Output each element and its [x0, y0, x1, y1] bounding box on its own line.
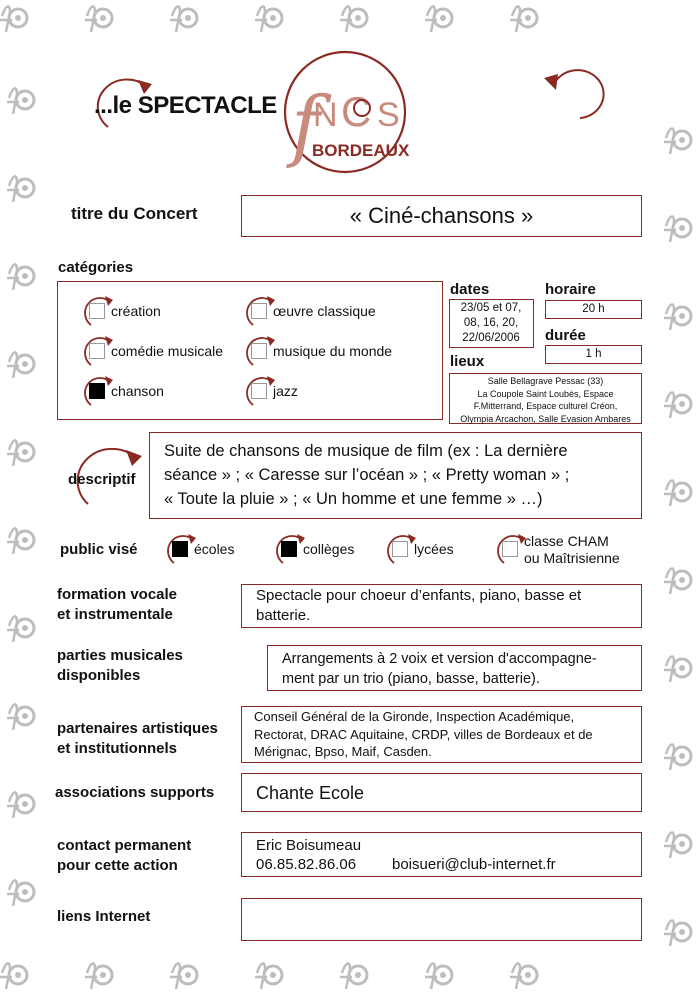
categorie-label-1: œuvre classique — [273, 303, 376, 319]
watermark-mark — [7, 880, 34, 906]
watermark-mark — [85, 6, 112, 32]
horaire-value: 20 h — [582, 303, 605, 315]
watermark-mark — [664, 480, 691, 506]
descriptif-text: Suite de chansons de musique de film (ex : La dernière séance » ; « Caresse sur l’océan » ; « Pretty woman » ; « Toute la pluie » ; « Un homme et une femme » …) — [164, 442, 570, 508]
watermark-mark — [7, 528, 34, 554]
watermark-mark — [7, 88, 34, 114]
watermark-mark — [510, 963, 537, 989]
watermark-mark — [340, 963, 367, 989]
public-label-3: classe CHAM — [524, 533, 609, 549]
watermark-mark — [664, 128, 691, 154]
categorie-checkbox-2[interactable] — [89, 343, 105, 359]
dates-field[interactable] — [449, 299, 534, 348]
categorie-checkbox-1[interactable] — [251, 303, 267, 319]
partenaires-field[interactable] — [241, 706, 642, 763]
categorie-label-2: comédie musicale — [111, 343, 224, 359]
descriptif-label: descriptif — [68, 471, 136, 488]
public-checkbox-2[interactable] — [392, 541, 408, 557]
duree-label: durée — [545, 327, 586, 344]
public-label-1: collèges — [303, 541, 355, 557]
parties-field[interactable] — [267, 645, 642, 691]
contact-email[interactable]: boisueri@club-internet.fr — [392, 856, 556, 873]
watermark-mark — [170, 6, 197, 32]
public-checkbox-3[interactable] — [502, 541, 518, 557]
categorie-checkbox-0[interactable] — [89, 303, 105, 319]
parties-label: parties musicales disponibles — [57, 647, 183, 684]
watermark-mark — [7, 440, 34, 466]
watermark-mark — [7, 616, 34, 642]
liens-label: liens Internet — [57, 908, 151, 925]
watermark-mark — [340, 6, 367, 32]
watermark-mark — [7, 352, 34, 378]
dates-value: 23/05 et 07, 08, 16, 20, 22/06/2006 — [460, 302, 522, 344]
watermark-mark — [664, 304, 691, 330]
public-checkbox-0[interactable] — [172, 541, 188, 557]
watermark-mark — [425, 6, 452, 32]
watermark-mark — [664, 832, 691, 858]
watermark-mark — [7, 176, 34, 202]
titre-label: titre du Concert — [71, 204, 198, 223]
contact-phone: 06.85.82.86.06 — [256, 856, 357, 873]
categories-label: catégories — [58, 259, 134, 276]
formation-field[interactable] — [241, 584, 642, 628]
descriptif-field[interactable] — [149, 432, 642, 519]
svg-text:f: f — [291, 81, 320, 171]
svg-text:C: C — [341, 88, 372, 135]
watermark-mark — [255, 6, 282, 32]
watermark-mark — [170, 963, 197, 989]
horaire-field[interactable] — [545, 300, 642, 319]
parties-text: Arrangements à 2 voix et version d'accompagne- ment par un trio (piano, basse, batterie). — [282, 651, 597, 687]
duree-value: 1 h — [585, 348, 602, 360]
watermark-mark — [7, 704, 34, 730]
partenaires-label: partenaires artistiques et institutionnels — [57, 720, 218, 757]
associations-field[interactable] — [241, 773, 642, 812]
watermark-mark — [510, 6, 537, 32]
logo-city: BORDEAUX — [312, 141, 410, 160]
watermark-mark — [664, 744, 691, 770]
public-checkbox-1[interactable] — [281, 541, 297, 557]
public-label-2: lycées — [414, 541, 454, 557]
titre-value: « Ciné-chansons » — [349, 203, 534, 228]
partenaires-text: Conseil Général de la Gironde, Inspection Académique, Rectorat, DRAC Aquitaine, CRDP, villes de Bordeaux et de Mérignac, Bpso, Maif, Casden. — [254, 709, 593, 759]
public-label-0: écoles — [194, 541, 235, 557]
watermark-mark — [664, 568, 691, 594]
watermark-mark — [0, 963, 27, 989]
formation-text: Spectacle pour choeur d’enfants, piano, basse et batterie. — [256, 587, 582, 624]
categorie-label-0: création — [111, 303, 161, 319]
watermark-mark — [664, 392, 691, 418]
titre-field[interactable] — [241, 195, 642, 237]
horaire-label: horaire — [545, 281, 596, 298]
watermark-mark — [664, 216, 691, 242]
categorie-label-4: chanson — [111, 383, 164, 399]
public-label: public visé — [60, 541, 138, 558]
watermark-mark — [664, 920, 691, 946]
associations-label: associations supports — [55, 784, 215, 801]
watermark-mark — [0, 6, 27, 32]
public-label-3-line2: ou Maîtrisienne — [524, 550, 620, 566]
contact-name: Eric Boisumeau — [256, 837, 362, 854]
contact-label: contact permanent pour cette action — [57, 837, 192, 874]
formation-label: formation vocale et instrumentale — [57, 586, 178, 623]
categorie-label-3: musique du monde — [273, 343, 393, 359]
lieux-field[interactable] — [449, 373, 642, 424]
watermark-mark — [664, 656, 691, 682]
contact-field[interactable] — [241, 832, 642, 877]
lieux-value: Salle Bellagrave Pessac (33) La Coupole Saint Loubès, Espace F.Mitterrand, Espace culturel Créon, Olympia Arcachon, Salle Evasion Ambares — [460, 376, 631, 424]
watermark-mark — [255, 963, 282, 989]
arrow-arc-right-icon — [540, 62, 610, 122]
associations-value: Chante Ecole — [256, 783, 365, 803]
dates-label: dates — [450, 281, 490, 298]
watermark-mark — [7, 264, 34, 290]
categorie-label-5: jazz — [273, 383, 298, 399]
watermark-mark — [7, 792, 34, 818]
watermark-mark — [425, 963, 452, 989]
duree-field[interactable] — [545, 345, 642, 364]
lieux-label: lieux — [450, 353, 485, 370]
categorie-checkbox-4[interactable] — [89, 383, 105, 399]
svg-text:N: N — [313, 96, 338, 134]
section-title: ...le SPECTACLE — [94, 92, 277, 119]
categorie-checkbox-3[interactable] — [251, 343, 267, 359]
svg-text:S: S — [377, 96, 400, 134]
categorie-checkbox-5[interactable] — [251, 383, 267, 399]
liens-field[interactable] — [241, 898, 642, 941]
watermark-mark — [85, 963, 112, 989]
